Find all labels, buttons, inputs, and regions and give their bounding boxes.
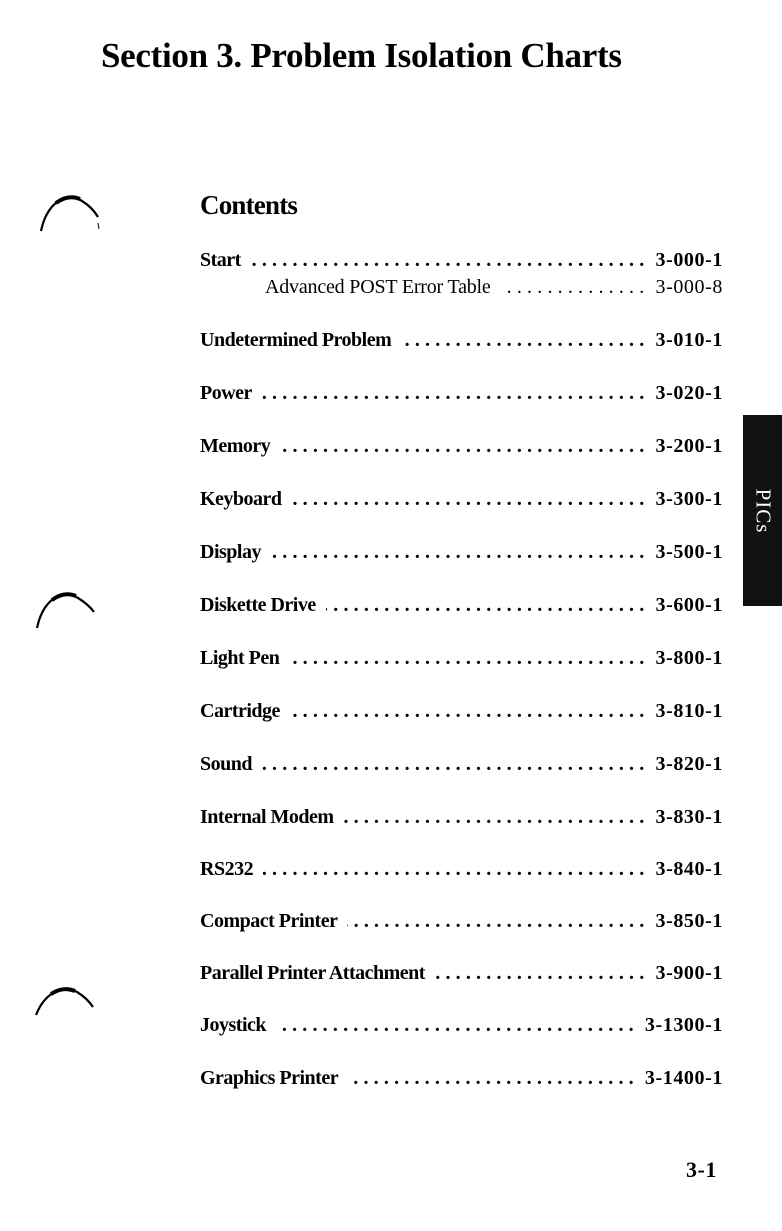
dot-leader bbox=[280, 435, 649, 458]
toc-entry-label: Parallel Printer Attachment bbox=[200, 962, 425, 984]
dot-leader bbox=[435, 962, 650, 985]
toc-entry-graphics-printer[interactable] bbox=[200, 1067, 723, 1090]
toc-entry-rs232[interactable] bbox=[200, 858, 723, 881]
toc-entry-compact-printer[interactable] bbox=[200, 910, 723, 933]
toc-entry-keyboard[interactable] bbox=[200, 488, 723, 511]
toc-entry-page: 3-800-1 bbox=[655, 647, 723, 669]
dot-leader bbox=[290, 700, 650, 723]
dot-leader bbox=[276, 1014, 639, 1037]
toc-entry-page: 3-010-1 bbox=[655, 329, 723, 351]
dot-leader bbox=[347, 910, 649, 933]
toc-entry-label: Display bbox=[200, 541, 261, 563]
toc-entry-label: Joystick bbox=[200, 1014, 266, 1036]
toc-entry-page: 3-500-1 bbox=[655, 541, 723, 563]
contents-heading: Contents bbox=[200, 190, 298, 220]
toc-entry-page: 3-200-1 bbox=[655, 435, 723, 457]
dot-leader bbox=[271, 541, 650, 564]
dot-leader bbox=[251, 249, 650, 272]
toc-entry-page: 3-840-1 bbox=[655, 858, 723, 880]
toc-entry-display[interactable] bbox=[200, 541, 723, 564]
toc-entry-internal-modem[interactable] bbox=[200, 806, 723, 829]
toc-entry-label: Undetermined Problem bbox=[200, 329, 392, 351]
dot-leader bbox=[501, 276, 650, 299]
toc-entry-label: Power bbox=[200, 382, 252, 404]
binder-hole-mark-bottom bbox=[33, 983, 99, 1025]
toc-entry-diskette-drive[interactable] bbox=[200, 594, 723, 617]
toc-entry-page: 3-300-1 bbox=[655, 488, 723, 510]
toc-entry-page: 3-1300-1 bbox=[644, 1014, 723, 1036]
toc-entry-label: Diskette Drive bbox=[200, 594, 316, 616]
toc-entry-label: Compact Printer bbox=[200, 910, 338, 932]
toc-entry-page: 3-830-1 bbox=[655, 806, 723, 828]
toc-entry-label: Light Pen bbox=[200, 647, 280, 669]
toc-entry-page: 3-900-1 bbox=[655, 962, 723, 984]
toc-entry-light-pen[interactable] bbox=[200, 647, 723, 670]
toc-entry-page: 3-000-1 bbox=[655, 249, 723, 271]
section-side-tab bbox=[743, 415, 782, 606]
dot-leader bbox=[401, 329, 649, 352]
dot-leader bbox=[348, 1067, 639, 1090]
toc-entry-label: Graphics Printer bbox=[200, 1067, 339, 1089]
binder-hole-mark-middle bbox=[34, 590, 100, 632]
toc-entry-memory[interactable] bbox=[200, 435, 723, 458]
toc-entry-page: 3-020-1 bbox=[655, 382, 723, 404]
dot-leader bbox=[289, 647, 649, 670]
toc-entry-page: 3-1400-1 bbox=[644, 1067, 723, 1089]
dot-leader bbox=[344, 806, 650, 829]
side-tab-label: PICs bbox=[751, 488, 775, 533]
toc-entry-start[interactable] bbox=[200, 249, 723, 272]
toc-entry-power[interactable] bbox=[200, 382, 723, 405]
toc-entry-undetermined-problem[interactable] bbox=[200, 329, 723, 352]
toc-entry-page: 3-810-1 bbox=[655, 700, 723, 722]
dot-leader bbox=[263, 858, 649, 881]
toc-entry-page: 3-850-1 bbox=[655, 910, 723, 932]
toc-entry-parallel-printer-attachment[interactable] bbox=[200, 962, 723, 985]
toc-entry-label: Keyboard bbox=[200, 488, 282, 510]
dot-leader bbox=[292, 488, 650, 511]
toc-entry-label: Start bbox=[200, 249, 241, 271]
toc-entry-label: Internal Modem bbox=[200, 806, 334, 828]
toc-entry-label: RS232 bbox=[200, 858, 254, 880]
toc-entry-page: 3-820-1 bbox=[655, 753, 723, 775]
toc-entry-label: Advanced POST Error Table bbox=[265, 276, 491, 298]
toc-entry-joystick[interactable] bbox=[200, 1014, 723, 1037]
dot-leader bbox=[262, 753, 649, 776]
section-title: Section 3. Problem Isolation Charts bbox=[101, 36, 622, 75]
binder-hole-mark-top bbox=[38, 193, 104, 235]
toc-entry-label: Cartridge bbox=[200, 700, 280, 722]
toc-entry-page: 3-600-1 bbox=[655, 594, 723, 616]
dot-leader bbox=[326, 594, 650, 617]
toc-entry-label: Sound bbox=[200, 753, 252, 775]
dot-leader bbox=[262, 382, 650, 405]
toc-entry-cartridge[interactable] bbox=[200, 700, 723, 723]
toc-entry-label: Memory bbox=[200, 435, 271, 457]
toc-entry-sound[interactable] bbox=[200, 753, 723, 776]
toc-entry-page: 3-000-8 bbox=[655, 276, 723, 298]
page-number: 3-1 bbox=[686, 1157, 717, 1182]
toc-entry-advanced-post-error-table[interactable] bbox=[265, 276, 723, 299]
